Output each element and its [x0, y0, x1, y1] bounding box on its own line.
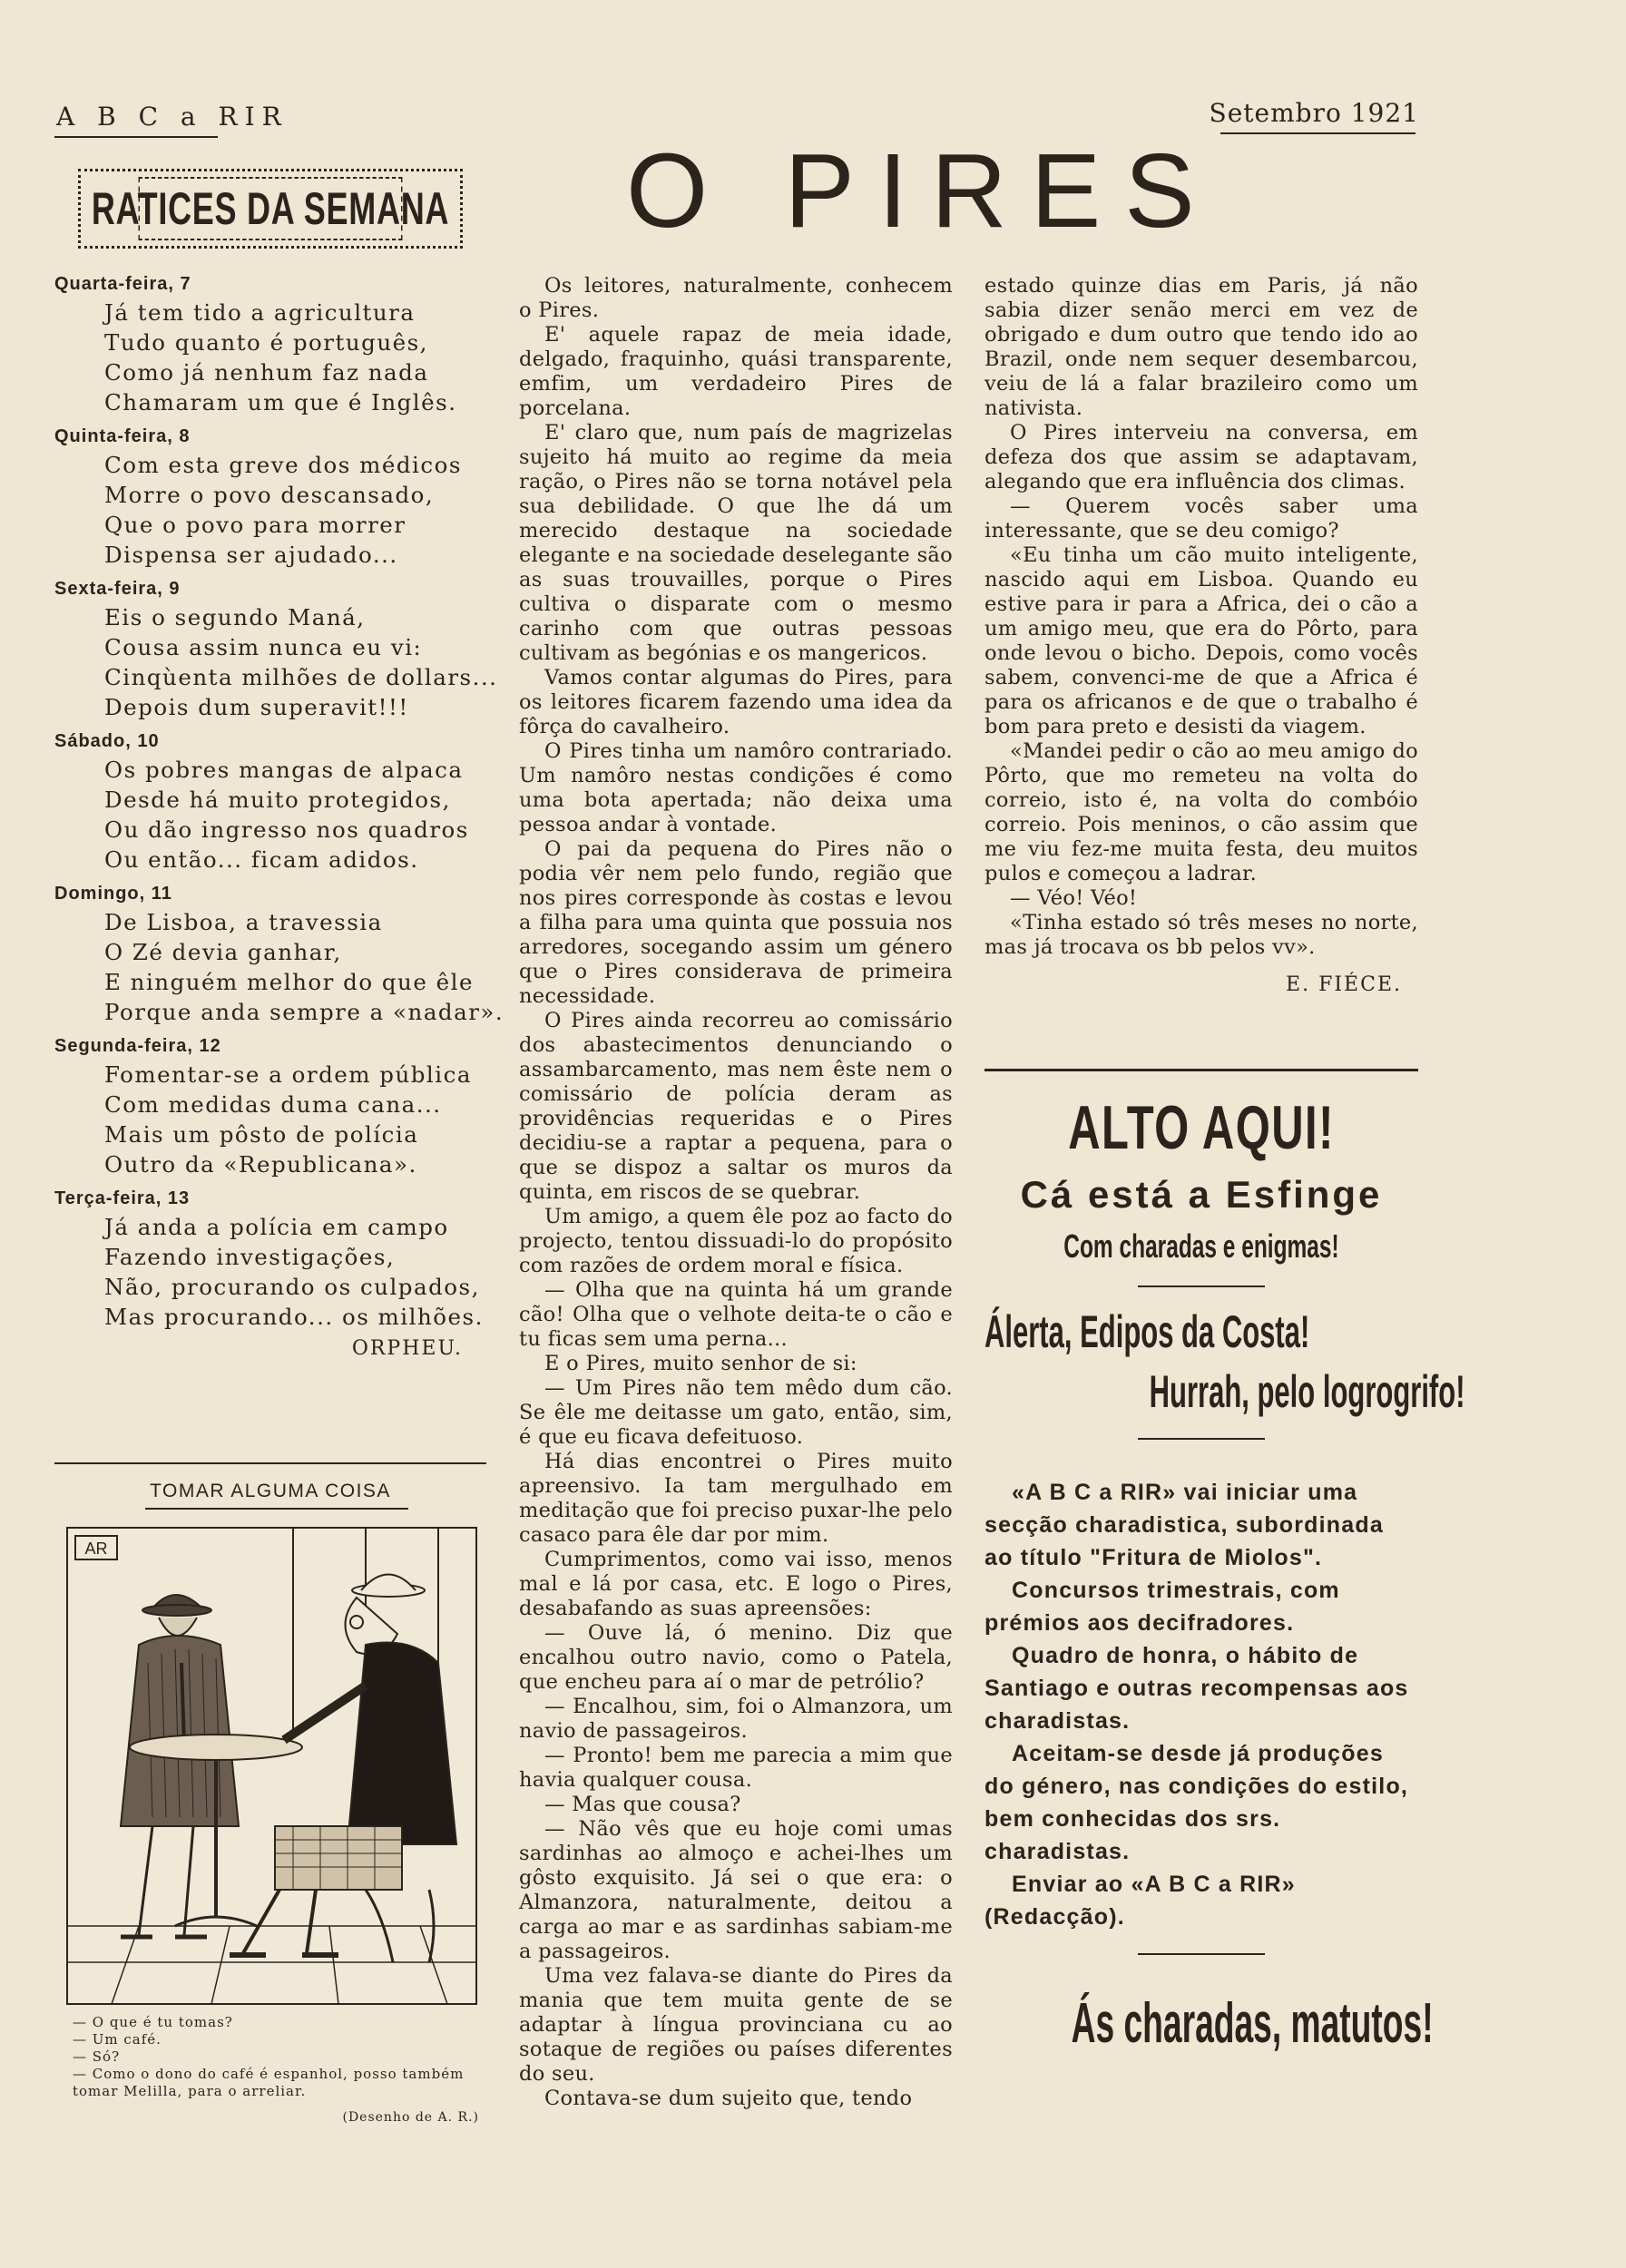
- article-paragraph: — Um Pires não tem mêdo dum cão. Se êle me deitasse um gato, então, sim, é que eu ficava defeituoso.: [519, 1376, 953, 1449]
- article-paragraph: — Querem vocês saber uma interessante, que se deu comigo?: [984, 494, 1418, 543]
- article-column-right: [984, 274, 1418, 997]
- poem-line: Como já nenhum faz nada: [104, 359, 429, 386]
- poem-line: Porque anda sempre a «nadar».: [104, 999, 504, 1025]
- article-paragraph: Um amigo, a quem êle poz ao facto do projecto, tentou dissuadi-lo do propósito com razões de ordem moral e física.: [519, 1205, 953, 1277]
- advert-divider: [1138, 1953, 1265, 1955]
- article-paragraph: O Pires tinha um namôro contrariado. Um namôro nestas condições é como uma bota apertada; não deixa uma pessoa andar à vontade.: [519, 739, 953, 836]
- poem-line: Fomentar-se a ordem pública: [104, 1061, 472, 1088]
- poem-line: O Zé devia ganhar,: [104, 939, 342, 965]
- day-label: Segunda-feira, 12: [54, 1036, 221, 1056]
- poem-line: Morre o povo descansado,: [104, 482, 435, 508]
- poem-line: E ninguém melhor do que êle: [104, 969, 474, 995]
- poem-line: Chamaram um que é Inglês.: [104, 389, 457, 415]
- poem-line: Não, procurando os culpados,: [104, 1274, 480, 1300]
- article-paragraph: Uma vez falava-se diante do Pires da mania que tem muita gente de se adaptar à língua provinciana cu ao sotaque de regiões ou países diferentes do seu.: [519, 1964, 953, 2086]
- article-paragraph: — Ouve lá, ó menino. Diz que encalhou outro navio, como o Patela, que encheu para aí o mar de petrólio?: [519, 1621, 953, 1694]
- ratices-poems: [54, 270, 504, 1360]
- stanza: [54, 880, 504, 1027]
- article-author: E. FIÉCE.: [1286, 973, 1402, 996]
- advert-paragraph: Aceitam-se desde já produções do género, nas condições do estilo, bem conhecidas dos srs. charadistas.: [984, 1741, 1409, 1864]
- advert-subhead: Cá está a Esfinge: [1020, 1173, 1383, 1216]
- article-paragraph: O Pires interveiu na conversa, em defeza dos que assim se adaptavam, alegando que era influência dos climas.: [984, 421, 1418, 494]
- poem-line: Tudo quanto é português,: [104, 329, 428, 356]
- caption-line: — Um café.: [73, 2031, 162, 2048]
- poem-line: Mas procurando... os milhões.: [104, 1304, 484, 1330]
- advert-divider: [1138, 1286, 1265, 1287]
- advert-paragraph: Concursos trimestrais, com prémios aos decifradores.: [984, 1578, 1340, 1636]
- article-paragraph: Cumprimentos, como vai isso, menos mal e lá por casa, etc. E logo o Pires, desabafando as suas apreensões:: [519, 1548, 953, 1620]
- stanza: [54, 728, 481, 875]
- poem-line: Cinqùenta milhões de dollars...: [104, 664, 498, 690]
- stanza: [54, 1185, 484, 1332]
- article-paragraph: Vamos contar algumas do Pires, para os leitores ficarem fazendo uma idea da fôrça do cavalheiro.: [519, 666, 953, 738]
- advert-headline: ALTO AQUI!: [1068, 1093, 1335, 1162]
- poem-line: Cousa assim nunca eu vi:: [104, 634, 423, 660]
- issue-date: Setembro 1921: [1209, 98, 1419, 128]
- advert-hurrah: Hurrah, pelo logrogrifo!: [1149, 1366, 1465, 1417]
- advert-paragraph: Enviar ao «A B C a RIR» (Redacção).: [984, 1872, 1296, 1930]
- advert-alerta: Álerta, Edipos da Costa!: [984, 1306, 1310, 1357]
- poem-line: Ou dão ingresso nos quadros: [104, 816, 469, 843]
- poem-line: Mais um pôsto de polícia: [104, 1121, 419, 1148]
- day-label: Sábado, 10: [54, 731, 160, 751]
- publication-name: A B C a RIR: [56, 102, 289, 132]
- stanza: [54, 1032, 481, 1179]
- article-paragraph: «Eu tinha um cão muito inteligente, nascido aqui em Lisboa. Quando eu estive para ir para a Africa, dei o cão a um amigo meu, que era do Pôrto, para onde levou o bicho. Depois, como vocês sabem, convenci-me de que a Africa é para os africanos e de que o trabalho é bom para preto e desisti da viagem.: [984, 543, 1418, 738]
- day-label: Sexta-feira, 9: [54, 579, 181, 599]
- poem-author: ORPHEU.: [351, 1337, 463, 1360]
- cartoon-title-underline: [145, 1508, 408, 1510]
- poem-line: Eis o segundo Maná,: [104, 604, 366, 631]
- advert-block: [984, 1084, 1465, 2056]
- article-paragraph: E' aquele rapaz de meia idade, delgado, fraquinho, quási transparente, emfim, um verdadeiro Pires de porcelana.: [519, 323, 953, 420]
- poem-line: Com esta greve dos médicos: [104, 452, 462, 478]
- caption-line: — Só?: [73, 2048, 121, 2065]
- stanza: [54, 423, 481, 570]
- cartoon-illustration: [66, 1527, 477, 2005]
- article-paragraph: E' claro que, num país de magrizelas sujeito há muito ao regime da meia ração, o Pires não se torna notável pela sua debilidade. O que lhe dá um merecido destaque na sociedade elegante e na sociedade deselegante são as suas trouvailles, porque o Pires cultiva o disparate com o mesmo carinho com que outras pessoas cultivam as begónias e os mangericos.: [519, 421, 953, 665]
- article-paragraph: — Encalhou, sim, foi o Almanzora, um navio de passageiros.: [519, 1695, 953, 1743]
- poem-line: Desde há muito protegidos,: [104, 787, 451, 813]
- article-paragraph: O pai da pequena do Pires não o podia vêr nem pelo fundo, região que nos pires corresponde às costas e levou a filha para uma quinta que possuia nos arredores, socegando assim um género que o Pires considerava de primeira necessidade.: [519, 837, 953, 1008]
- stanza: [54, 575, 498, 722]
- advert-divider: [1138, 1438, 1265, 1440]
- caption-line: — Como o dono do café é espanhol, posso também tomar Melilla, para o arreliar.: [73, 2066, 465, 2099]
- stanza: [54, 270, 481, 417]
- advert-tagline: Com charadas e enigmas!: [1063, 1227, 1339, 1265]
- poem-line: Já anda a polícia em campo: [104, 1214, 449, 1240]
- day-label: Quinta-feira, 8: [54, 426, 191, 446]
- day-label: Domingo, 11: [54, 884, 172, 904]
- advert-paragraph: «A B C a RIR» vai iniciar uma secção charadistica, subordinada ao título "Fritura de Miolos".: [984, 1480, 1384, 1570]
- cartoon-title: TOMAR ALGUMA COISA: [150, 1481, 391, 1501]
- poem-line: De Lisboa, a travessia: [104, 909, 383, 935]
- ratices-heading-box: [78, 169, 463, 249]
- day-label: Terça-feira, 13: [54, 1188, 191, 1208]
- poem-line: Depois dum superavit!!!: [104, 694, 409, 720]
- cartoon-signature: AR: [84, 1540, 108, 1558]
- header-rule-left: [54, 136, 218, 138]
- day-label: Quarta-feira, 7: [54, 274, 191, 294]
- article-paragraph: O Pires ainda recorreu ao comissário dos abastecimentos denunciando o assambarcamento, mas nem êste nem o comissário de polícia deram as providências requeridas e o Pires decidiu-se a raptar a pequena, para o que se dispoz a saltar os muros da quinta, em riscos de se quebrar.: [519, 1009, 953, 1204]
- article-paragraph: estado quinze dias em Paris, já não sabia dizer senão merci em vez de obrigado e dum outro que tendo ido ao Brazil, onde nem sequer desembarcou, veiu de lá a falar brazileiro como um nativista.: [984, 274, 1418, 420]
- article-paragraph: — Não vês que eu hoje comi umas sardinhas ao almoço e achei-lhes um gôsto exquisito. Já sei o que era: o Almanzora, naturalmente, deitou a carga ao mar e as sardinhas sabiam-me a passageiros.: [519, 1817, 953, 1963]
- advert-top-rule: [984, 1069, 1418, 1071]
- poem-line: Os pobres mangas de alpaca: [104, 757, 464, 783]
- article-paragraph: Os leitores, naturalmente, conhecem o Pires.: [519, 274, 953, 322]
- article-column-middle: [519, 274, 953, 2111]
- poem-line: Que o povo para morrer: [104, 512, 406, 538]
- article-paragraph: — Mas que cousa?: [544, 1793, 741, 1816]
- article-paragraph: E o Pires, muito senhor de si:: [544, 1352, 857, 1375]
- poem-line: Outro da «Republicana».: [104, 1151, 417, 1178]
- advert-body: [984, 1476, 1418, 1933]
- article-paragraph: — Pronto! bem me parecia a mim que havia qualquer cousa.: [519, 1744, 953, 1792]
- cartoon-credit: (Desenho de A. R.): [342, 2110, 479, 2125]
- article-paragraph: «Mandei pedir o cão ao meu amigo do Pôrto, que mo remeteu na volta do correio, isto é, na volta do combóio correio. Pois meninos, o cão assim que me viu fez-me muita festa, deu muitos pulos e começou a ladrar.: [984, 739, 1418, 885]
- advert-paragraph: Quadro de honra, o hábito de Santiago e outras recompensas aos charadistas.: [984, 1643, 1409, 1734]
- article-paragraph: — Olha que na quinta há um grande cão! Olha que o velhote deita-te o cão e tu ficas sem uma perna...: [519, 1278, 953, 1351]
- article-paragraph: Contava-se dum sujeito que, tendo: [544, 2087, 913, 2110]
- ratices-heading: RATICES DA SEMANA: [139, 177, 403, 240]
- article-paragraph: — Véo! Véo!: [1010, 886, 1138, 910]
- cartoon-caption: [73, 2014, 490, 2126]
- poem-line: Com medidas duma cana...: [104, 1091, 442, 1118]
- poem-line: Ou então... ficam adidos.: [104, 846, 419, 873]
- poem-line: Fazendo investigações,: [104, 1244, 396, 1270]
- poem-line: Dispensa ser ajudado...: [104, 542, 398, 568]
- header-rule-right: [1220, 132, 1415, 134]
- advert-closing: Ás charadas, matutos!: [1071, 1992, 1434, 2055]
- article-paragraph: «Tinha estado só três meses no norte, mas já trocava os bb pelos vv».: [984, 911, 1418, 959]
- caption-line: — O que é tu tomas?: [73, 2014, 233, 2030]
- article-title: O PIRES: [626, 132, 1219, 249]
- article-paragraph: Há dias encontrei o Pires muito apreensivo. Ia tam mergulhado em meditação que foi preciso puxar-lhe pelo casaco para êle dar por mim.: [519, 1450, 953, 1547]
- section-divider: [54, 1462, 486, 1464]
- poem-line: Já tem tido a agricultura: [104, 299, 416, 326]
